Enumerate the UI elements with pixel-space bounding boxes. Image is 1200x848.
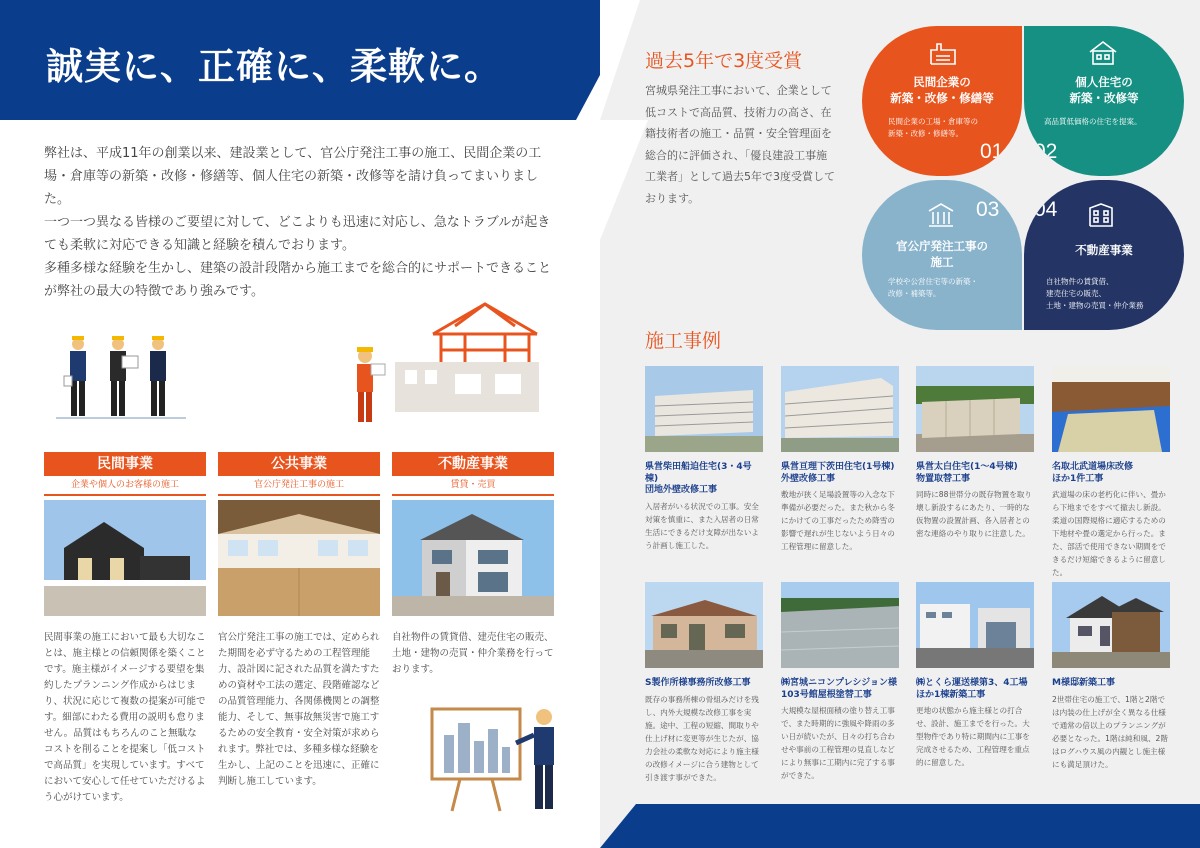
construction-illustration [345, 300, 545, 426]
business-subtitle: 企業や個人のお客様の施工 [44, 476, 206, 496]
storage-shed-photo [916, 366, 1034, 452]
service-petal-03 [862, 180, 1022, 330]
chevron-decoration [600, 0, 648, 400]
intro-text [44, 142, 556, 303]
residential-house-photo [392, 500, 554, 616]
work-item [1052, 366, 1170, 579]
service-number: 03 [976, 198, 1000, 221]
business-description: 官公庁発注工事の施工では、定められた期間を必ず守るための工程管理能力、設計図に記された品質を満たすための資材や工法の選定、段階確認などの品質管理能力、各関係機関との調整能力、そして、無事故無災害で施工するための安全教育・安全対策が求められます。弊社では、多種多様な経験を生かし、上記のことを迅速に、正確に判断し施工しています。 [218, 632, 380, 787]
house-icon [1088, 40, 1118, 66]
business-column-public [218, 452, 380, 790]
service-title: 民間企業の 新築・改修・修繕等 [890, 75, 994, 105]
work-description: 大規模な屋根面積の塗り替え工事で、また時期的に強風や降雨の多い日が続いたが、日々の打ち合わせや事前の工程管理の見直しなどにより無事に工期内に完了する事ができた。 [781, 706, 895, 780]
award-text: 宮城県発注工事において、企業として低コストで高品質、技術力の高さ、在籍技術者の施工・品質・安全管理面を総合的に評価され、「優良建設工事施工業者」として過去5年で3度受賞しております。 [645, 84, 835, 205]
service-title: 不動産事業 [1075, 243, 1133, 257]
work-description: 武道場の床の老朽化に伴い、畳から下地までをすべて撤去し新設。柔道の国際規格に適応するための下地材や畳の選定から行った。また、部活で使用できない期間をできるだけ短縮できるように留意した。 [1052, 490, 1166, 577]
footer-bar [600, 804, 1200, 848]
work-item [645, 582, 763, 784]
work-description: 既存の事務所棟の骨組みだけを残し、内外大規模な改修工事を実施。途中、工程の短縮、間取りや仕上げ材に変更等が生じたが、協力会社の柔軟な対応により施主様の改修イメージに合う建物として引き渡す事ができた。 [645, 694, 759, 782]
apartment-icon [1086, 202, 1116, 228]
business-people-illustration [56, 330, 186, 422]
business-subtitle: 官公庁発注工事の施工 [218, 476, 380, 496]
government-building-icon [926, 202, 956, 228]
work-description: 同時に88世帯分の既存物置を取り壊し新設するにあたり、一時的な仮物置の設置計画、各入居者との密な連絡のやり取りに注意した。 [916, 490, 1032, 538]
business-title: 民間事業 [44, 452, 206, 476]
intro-paragraph: 一つ一つ異なる皆様のご要望に対して、どこよりも迅速に対応し、急なトラブルが起きても柔軟に対応できる知識と経験を積んでおります。 [44, 215, 551, 253]
business-title: 公共事業 [218, 452, 380, 476]
apartment-photo [645, 366, 763, 452]
work-name: ㈱宮城ニコンプレシジョン様 103号館屋根塗替工事 [781, 678, 898, 700]
work-name: M様邸新築工事 [1052, 678, 1115, 688]
service-title: 官公庁発注工事の 施工 [896, 239, 988, 269]
factory-roof-photo [781, 582, 899, 668]
service-petal-04 [1024, 180, 1184, 330]
work-item [781, 366, 899, 553]
work-description: 2世帯住宅の施工で、1階と2階では内装の仕上げが全く異なる仕様で通常の倍以上のプランニングが必要となった。1階は純和風、2階はログハウス風の内観とし施主様にも満足頂けた。 [1052, 694, 1168, 769]
service-description: 学校や公営住宅等の新築・ 改修・補築等。 [888, 277, 978, 298]
service-petal-01 [862, 26, 1022, 176]
work-name: 県営柴田船迫住宅(3・4号棟) 団地外壁改修工事 [645, 462, 752, 495]
work-item [645, 366, 763, 552]
award-title: 過去5年で3度受賞 [645, 50, 803, 72]
work-item [916, 366, 1034, 540]
warehouse-photo [916, 582, 1034, 668]
work-name: 県営太白住宅(1〜4号棟) 物置取替工事 [916, 462, 1018, 484]
page-headline: 誠実に、正確に、柔軟に。 [46, 45, 502, 88]
work-description: 入居者がいる状況での工事。安全対策を慎重に、また入居者の日常生活にできるだけ支障が出ないよう計画し施工した。 [645, 501, 759, 550]
work-name: S製作所様事務所改修工事 [645, 678, 751, 688]
right-page [600, 0, 1200, 848]
work-name: 名取北武道場床改修 ほか1件工事 [1052, 462, 1134, 484]
service-number: 01 [980, 140, 1004, 163]
business-title: 不動産事業 [392, 452, 554, 476]
works-title: 施工事例 [645, 330, 722, 352]
business-description: 自社物件の賃貸借、建売住宅の販売、土地・建物の売買・仲介業務を行っております。 [392, 632, 554, 675]
work-item [781, 582, 899, 782]
work-item [916, 582, 1034, 769]
work-description: 更地の状態から施主様との打合せ、設計、施工までを行った。大型物件であり特に期間内に工事を完成させるため、工程管理を重点的に留意した。 [916, 706, 1030, 767]
apartment-photo [781, 366, 899, 452]
work-name: ㈱とくら運送様第3、4工場 ほか1棟新築工事 [916, 678, 1028, 700]
presentation-illustration [430, 705, 570, 813]
business-subtitle: 賃貸・売買 [392, 476, 554, 496]
service-description: 高品質低価格の住宅を提案。 [1044, 117, 1142, 126]
intro-paragraph: 多種多様な経験を生かし、建築の設計段階から施工までを総合的にサポートできることが弊社の最大の特徴であり強みです。 [44, 261, 552, 299]
work-item [1052, 582, 1170, 771]
business-description: 民間事業の施工において最も大切なことは、施主様との信頼関係を築くことです。施主様がイメージする要望を集約したプランニング作成からはじまり、状況に応じて複数の提案が可能です。細部にわたる費用の説明も怠りません。品質はもちろんのこと無駄なコストを削ることを提案し「低コストで高品質」を実現しています。すべてにおいて安心して任せていただけるよう心がけています。 [44, 632, 206, 803]
factory-icon [928, 40, 958, 66]
service-description: 民間企業の工場・倉庫等の 新築・改修・修繕等。 [888, 117, 978, 138]
gymnasium-photo [218, 500, 380, 616]
service-title: 個人住宅の 新築・改修等 [1069, 75, 1139, 105]
work-description: 敷地が狭く足場設置等の入念な下準備が必要だった。また秋から冬にかけての工事だったため降雪の影響で遅れが生じないよう日々の工程管理に留意した。 [781, 490, 895, 551]
private-house-photo [44, 500, 206, 616]
dojo-photo [1052, 366, 1170, 452]
residence-photo [1052, 582, 1170, 668]
intro-paragraph: 弊社は、平成11年の創業以来、建設業として、官公庁発注工事の施工、民間企業の工場・倉庫等の新築・改修・修繕等、個人住宅の新築・改修等を請け負ってまいりました。 [44, 146, 542, 207]
business-column-private [44, 452, 206, 806]
service-number: 04 [1034, 198, 1058, 221]
work-name: 県営亘理下茨田住宅(1号棟) 外壁改修工事 [781, 462, 895, 484]
service-description: 自社物件の賃貸借、 建売住宅の販売、 土地・建物の売買・仲介業務 [1046, 277, 1144, 310]
office-building-photo [645, 582, 763, 668]
business-column-realestate [392, 452, 554, 678]
service-petal-02 [1024, 26, 1184, 176]
service-number: 02 [1034, 140, 1058, 163]
